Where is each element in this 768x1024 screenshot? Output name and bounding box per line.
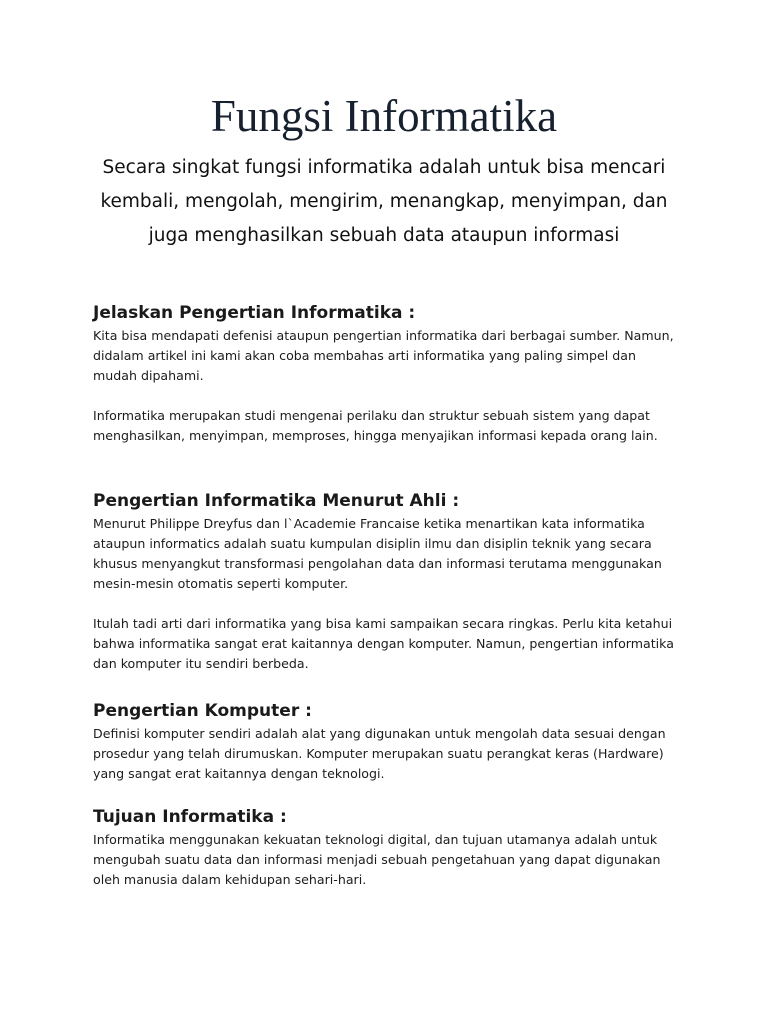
section-heading: Pengertian Informatika Menurut Ahli : xyxy=(93,491,460,511)
page-title: Fungsi Informatika xyxy=(210,91,558,141)
page-subtitle: Secara singkat fungsi informatika adalah untuk bisa mencari kembali, mengolah, mengirim, menangkap, menyimpan, dan juga menghasilkan sebuah data ataupun informasi xyxy=(100,157,668,246)
paragraph: Definisi komputer sendiri adalah alat yang digunakan untuk mengolah data sesuai dengan prosedur yang telah dirumuskan. Komputer merupakan suatu perangkat keras (Hardware) yang sangat erat kaitannya dengan teknologi. xyxy=(93,726,666,781)
paragraph: Itulah tadi arti dari informatika yang bisa kami sampaikan secara ringkas. Perlu kita ketahui bahwa informatika sangat erat kaitannya dengan komputer. Namun, pengertian informatika dan komputer itu sendiri berbeda. xyxy=(93,616,674,671)
paragraph: Kita bisa mendapati defenisi ataupun pengertian informatika dari berbagai sumber. Namun, didalam artikel ini kami akan coba membahas arti informatika yang paling simpel dan mudah dipahami. xyxy=(93,328,674,383)
section-pengertian-komputer xyxy=(93,698,683,784)
section-heading: Jelaskan Pengertian Informatika : xyxy=(93,303,416,323)
section-heading: Tujuan Informatika : xyxy=(93,807,287,827)
section-heading: Pengertian Komputer : xyxy=(93,701,312,721)
section-pengertian-informatika xyxy=(93,300,683,446)
paragraph: Informatika merupakan studi mengenai perilaku dan struktur sebuah sistem yang dapat menghasilkan, menyimpan, memproses, hingga menyajikan informasi kepada orang lain. xyxy=(93,408,658,443)
paragraph: Informatika menggunakan kekuatan teknologi digital, dan tujuan utamanya adalah untuk mengubah suatu data dan informasi menjadi sebuah pengetahuan yang dapat digunakan oleh manusia dalam kehidupan sehari-hari. xyxy=(93,832,661,887)
section-pengertian-menurut-ahli xyxy=(93,488,683,674)
paragraph: Menurut Philippe Dreyfus dan l`Academie Francaise ketika menartikan kata informatika ataupun informatics adalah suatu kumpulan disiplin ilmu dan disiplin teknik yang secara khusus menyangkut transformasi pengolahan data dan informasi terutama menggunakan mesin-mesin otomatis seperti komputer. xyxy=(93,516,662,591)
section-tujuan-informatika xyxy=(93,804,683,890)
